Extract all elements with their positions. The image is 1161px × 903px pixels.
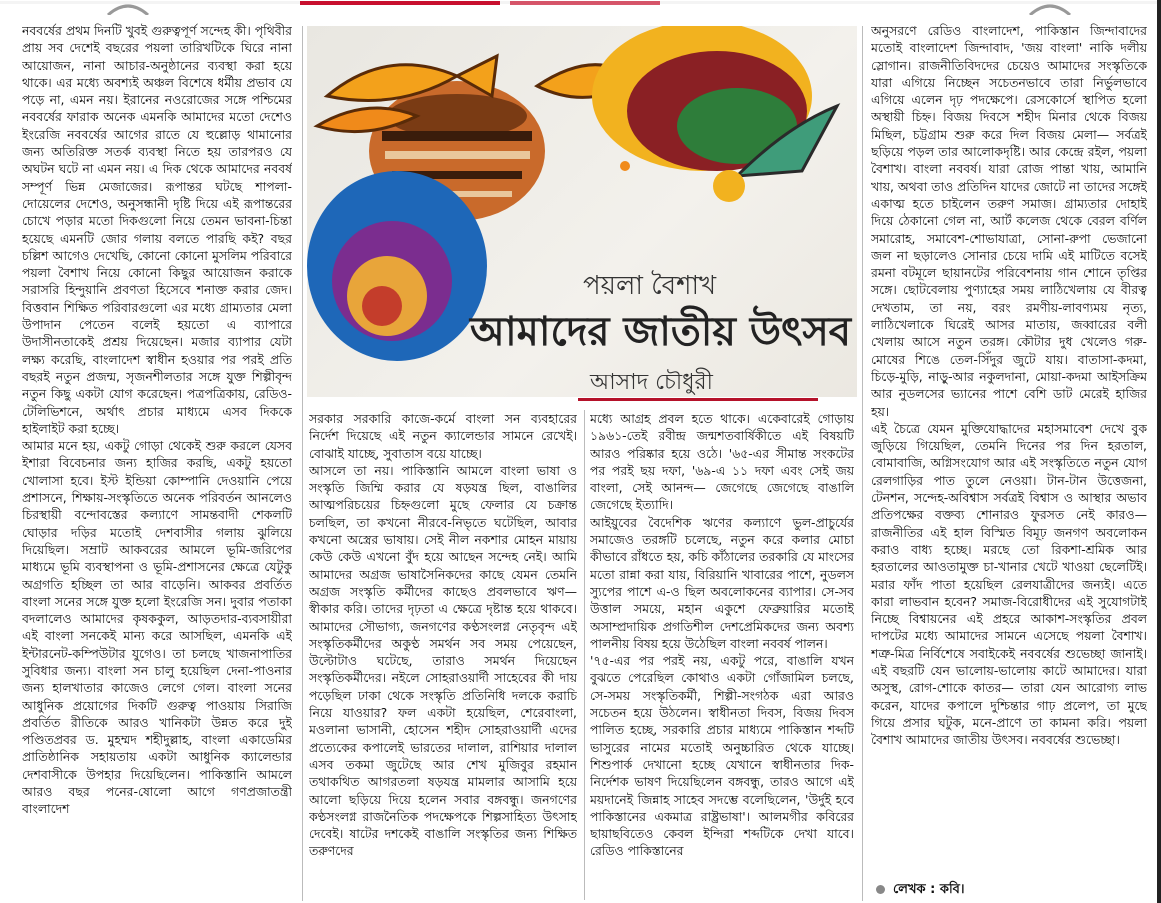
article-column-4 — [871, 22, 1147, 870]
article-column-2 — [309, 410, 577, 900]
byline-underline — [578, 398, 818, 401]
article-kicker: পয়লা বৈশাখ — [583, 271, 717, 301]
page-edge-border — [1157, 0, 1161, 903]
bullet-icon — [876, 885, 885, 894]
paragraph: এই চৈত্রে যেমন মুক্তিযোদ্ধাদের মহাসমাবেশ দেখে বুক জুড়িয়ে গিয়েছিল, তেমনি দিনের পর দিন হরতাল, বোমাবাজি, অগ্নিসংযোগ আর এই সংস্কৃতিতে নতুন যোগ রেলগাড়ির পাত তুলে নেওয়া। টান-টান উত্তেজনা, টেনশন, সন্দেহ-অবিশ্বাস সর্বত্রই বিশ্বাস ও আস্থার অভাব প্রতিপক্ষের বক্তব্য শোনারও ফুরসত নেই কারও— রাজনীতির এই হাল বিস্মিত বিমূঢ় জনগণ অবলোকন করাও বাধ্য হচ্ছে। মরছে তো রিকশা-শ্রমিক আর হরতালের আওতামুক্ত চা-খানার খেটে খাওয়া ছেলেটিই। মরার ফাঁদ পাতা হয়েছিল রেলযাত্রীদের জন্যই। এতে কারা লাভবান হবেন? সমাজ-বিরোধীদের এই সুযোগটাই নিচ্ছে বিশ্বায়নের এই প্রহরে আকাশ-সংস্কৃতির প্রবল দাপটের মধ্যে আমাদের সামনে এসেছে পয়লা বৈশাখ। শত্রু-মিত্র নির্বিশেষে সবাইকেই নববর্ষের শুভেচ্ছা জানাই। এই বছরটি যেন ভালোয়-ভালোয় কাটে আমাদের। যারা অসুস্থ, রোগ-শোকে কাতর— তারা যেন আরোগ্য লাভ করেন, যাদের কপালে দুশ্চিন্তার গাঢ় প্রলেপ, তা মুছে গিয়ে প্রসার ঘটুক, মনে-প্রাণে তা কামনা করি। পয়লা বৈশাখ আমাদের জাতীয় উৎসব। নববর্ষের শুভেচ্ছা। — [871, 420, 1147, 748]
paragraph: মধ্যে আগ্রহ প্রবল হতে থাকে। একেবারেই গোড়ায় ১৯৬১-তেই রবীন্দ্র জন্মশতবার্ষিকীতে এই বিষয়টি আরও পরিষ্কার হয়ে ওঠে। '৬৫-এর সীমান্ত সংকটের পর পরই ছয় দফা, '৬৯-এ ১১ দফা এবং সেই জয় বাংলা, সেই আনন্দ— জেগেছে জেগেছে বাঙালি জেগেছে ইত্যাদি। — [590, 411, 854, 513]
author-note-text: লেখক : কবি। — [893, 882, 965, 897]
column-divider — [302, 26, 303, 901]
paragraph: নববর্ষের প্রথম দিনটি খুবই গুরুত্বপূর্ণ সন্দেহ কী। পৃথিবীর প্রায় সব দেশেই বছরের পয়লা তারিখটিকে ঘিরে নানা আয়োজন, নানা আচার-অনুষ্ঠানের ব্যবস্থা করা হয়ে থাকে। এর মধ্যে অবশ্যই অঞ্চল বিশেষে ধর্মীয় প্রভাব যে পড়ে না, এমন নয়। ইরানের নওরোজের সঙ্গে পশ্চিমের নববর্ষের ফারাক অনেক এমনকি আমাদের মতো দেশেও ইংরেজি নববর্ষের আগের রাতে যে হুল্লোড় থামানোর জন্য অতিরিক্ত সতর্ক ব্যবস্থা নিতে হয় তারপরও যে অঘটন ঘটে না এমন নয়। এ দিক থেকে আমাদের নববর্ষ সম্পূর্ণ ভিন্ন মেজাজের। রূপান্তর ঘটছে শাপলা-দোয়েলের দেশেও, অনুসন্ধানী দৃষ্টি দিয়ে এই রূপান্তরের চোখে পড়ার মতো দিকগুলো নিয়ে তেমন ভাবনা-চিন্তা হয়েছে এমনটি জোর গলায় বলতে পারছি কই? বছর চল্লিশ আগেও দেখেছি, কোনো কোনো মুসলিম পরিবারে পয়লা বৈশাখ নিয়ে কোনো কিছুর আয়োজন করাকে সরাসরি হিন্দুয়ানি প্রবণতা হিসেবে শনাক্ত করার জেদ। বিত্তবান শিক্ষিত পরিবারগুলো এর মধ্যে গ্রাম্যতার মেলা উপাদান পেতেন বলেই হয়তো এ ব্যাপারে উদাসীনতাকেই প্রশ্রয় দিয়েছেন। মজার ব্যাপার যেটা লক্ষ্য করেছি, বাংলাদেশ স্বাধীন হওয়ার পর পরই প্রতি বছরই নতুন প্রজন্ম, সৃজনশীলতার সঙ্গে যুক্ত শিল্পীবৃন্দ নতুন কিছু একটা যোগ করেছেন। পত্রপত্রিকায়, রেডিও-টেলিভিশনে, অর্থাৎ প্রচার মাধ্যমে এসব দিককে হাইলাইট করা হচ্ছে। — [22, 23, 292, 436]
article-title: আমাদের জাতীয় উৎসব — [470, 308, 852, 355]
column-divider — [862, 26, 863, 901]
top-decorative-banner — [0, 0, 1161, 14]
paragraph: আইয়ুবের বৈদেশিক ঋণের কল্যাণে ভুল-প্রাচুর্যের সমাজেও তরঙ্গটি চলেছে, নতুন করে কলার মোচা কীভাবে রাঁধতে হয়, কচি কাঁঠালের তরকারি যে মাংসের মতো রান্না করা যায়, বিরিয়ানি খাবারের পাশে, নুডলস স্যুপের পাশে এ-ও ছিল অবলোকনের ব্যাপার। সে-সব উত্তাল সময়ে, মহান একুশে ফেব্রুয়ারির মতোই অসাম্প্রদায়িক প্রগতিশীল দেশপ্রেমিকদের জন্য অবশ্য পালনীয় বিষয় হয়ে উঠেছিল বাংলা নববর্ষ পালন। — [590, 514, 854, 651]
article-column-3 — [590, 410, 854, 900]
article-author: আসাদ চৌধুরী — [590, 370, 713, 395]
paragraph: '৭৫-এর পর পরই নয়, একটু পরে, বাঙালি যখন বুঝতে পেরেছিল কোথাও একটা গোঁজামিল চলছে, সে-সময় সংস্কৃতিকর্মী, শিল্পী-সংগঠক এরা আরও সচেতন হয়ে উঠলেন। স্বাধীনতা দিবস, বিজয় দিবস পালিত হচ্ছে, সরকারি প্রচার মাধ্যমে পাকিস্তান শব্দটি ভাসুরের নামের মতোই অনুচ্চারিত থেকে যাচ্ছে। শিশুপার্ক দেখানো হচ্ছে যেখানে স্বাধীনতার দিক-নির্দেশক ভাষণ দিয়েছিলেন বঙ্গবন্ধু, তারও আগে এই ময়দানেই জিন্নাহ সাহেব সদম্ভে বলেছিলেন, 'উর্দুই হবে পাকিস্তানের একমাত্র রাষ্ট্রভাষা'। আলমগীর কবিরের ছায়াছবিতেও কেবল ইন্দিরা শব্দটিকে দেখা যাবে। রেডিও পাকিস্তানের — [590, 653, 854, 859]
paragraph: আসলে তা নয়। পাকিস্তানি আমলে বাংলা ভাষা ও সংস্কৃতি জিম্মি করার যে ষড়যন্ত্র ছিল, বাঙালির আত্মপরিচয়ের চিহ্নগুলো মুছে ফেলার যে চক্রান্ত চলছিল, তা কখনো নীরবে-নিভৃতে ঘটেছিল, আবার কখনো অস্ত্রের ভাষায়। সেই নীল নকশার মোহন মায়ায় কেউ কেউ এখনো বুঁদ হয়ে আছেন সন্দেহ নেই। আমি আমাদের অগ্রজ ভাষাসৈনিকদের কাছে যেমন তেমনি অগ্রজ সংস্কৃতি কর্মীদের কাছেও প্রবলভাবে ঋণ— স্বীকার করি। তাদের দৃঢ়তা এ ক্ষেত্রে দৃষ্টান্ত হয়ে থাকবে। আমাদের সৌভাগ্য, জনগণের কণ্ঠসংলগ্ন নেতৃবৃন্দ এই সংস্কৃতিকর্মীদের অকুণ্ঠ সমর্থন সব সময় পেয়েছেন, উল্টোটাও ঘটেছে, তারাও সমর্থন দিয়েছেন সংস্কৃতিকর্মীদের। নইলে সোহরাওয়ার্দী সাহেবের কী দায় পড়েছিল ঢাকা থেকে সংস্কৃতি প্রতিনিধি দলকে করাচি নিয়ে যাওয়ার? ফল একটা হয়েছিল, শেরেবাংলা, মওলানা ভাসানী, হোসেন শহীদ সোহরাওয়ার্দী এদের প্রত্যেকের কপালেই ভারতের দালাল, রাশিয়ার দালাল এসব তকমা জুটেছে আর শেখ মুজিবুর রহমান তথাকথিত আগরতলা ষড়যন্ত্র মামলার আসামি হয়ে আলো ছড়িয়ে দিয়ে হলেন সবার বঙ্গবন্ধু। জনগণের কণ্ঠসংলগ্ন রাজনৈতিক পদক্ষেপকে শিল্পসাহিত্য উৎসাহ দেবেই। ষাটের দশকেই বাঙালি সংস্কৃতির জন্য শিক্ষিত তরুণদের — [309, 462, 577, 859]
column-divider — [584, 410, 585, 900]
author-note — [876, 880, 965, 901]
paragraph: অনুসরণে রেডিও বাংলাদেশ, পাকিস্তান জিন্দাবাদের মতোই বাংলাদেশ জিন্দাবাদ, 'জয় বাংলা' নাকি দলীয় স্লোগান। রাজনীতিবিদদের চেয়েও আমাদের সংস্কৃতিকে যারা এগিয়ে নিচ্ছেন সচেতনভাবে তারা নির্ভুলভাবে এগিয়ে এলেন দৃঢ় পদক্ষেপে। রেসকোর্সে স্থাপিত হলো অস্থায়ী চিহ্ন। বিজয় দিবসে শহীদ মিনার থেকে বিজয় মিছিল, চট্টগ্রাম শুরু করে দিল বিজয় মেলা— সর্বত্রই ছড়িয়ে পড়ল তার আলোকদৃষ্টি। আর কেন্দ্রে রইল, পয়লা বৈশাখ। বাংলা নববর্ষ। যারা রোজ পান্তা খায়, আমানি খায়, অথবা তাও প্রতিদিন যাদের জোটে না তাদের সঙ্গেই একাত্ম হতে চাইলেন তরুণ সমাজ। গ্রাম্যতার দোহাই দিয়ে ঠেকানো গেল না, আর্ট কলেজ থেকে বেরল বর্ণিল সমারোহ, সমাবেশ-শোভাযাত্রা, সোনা-রুপা ভেজানো জল না ছড়ালেও সোনার চেয়ে দামি এই মাটিতে বসেই রমনা বটমূলে ছায়ানটের পরিবেশনায় গান শোনে তৃপ্তির সঙ্গে। ছোটবেলায় পুণ্যাহের সময় লাঠিখেলায় যে বীরত্ব দেখতাম, তা নয়, বরং রমণীয়-লাবণ্যময় নৃত্য, লাঠিখেলাকে ঘিরেই আসর মাতায়, জব্বারের বলী খেলায় আসে নতুন তরঙ্গ। কৌটার দুধ খেলেও গরু-মোষের শিঙে তেল-সিঁদুর জুটে যায়। বাতাসা-কদমা, চিড়ে-মুড়ি, নাড়ু-আর নকুলদানা, মোয়া-কদমা আইসক্রিম আর নুডলসের ভ্যানের পাশে বেশি ডাট মেরেই হাজির হয়। — [871, 23, 1147, 419]
paragraph: আমার মনে হয়, একটু গোড়া থেকেই শুরু করলে যেসব ইশারা বিবেচনার জন্য হাজির করছি, একটু হয়তো খোলাসা হবে। ইস্ট ইন্ডিয়া কোম্পানি দেওয়ানি পেয়ে প্রশাসনে, শিক্ষায়-সংস্কৃতিতে অনেক পরিবর্তন আনলেও চিরস্থায়ী বন্দোবস্তের কল্যাণে সামন্তবাদী শেকলটি ঘোড়ার দড়ির মতোই দেশবাসীর গলায় ঝুলিয়ে দিয়েছিল। সম্রাট আকবরের আমলে ভূমি-জরিপের মাধ্যমে ভূমি ব্যবস্থাপনা ও ভূমি-প্রশাসনের ক্ষেত্রে যেটুকু অগ্রগতি হচ্ছিল তা আর বাড়েনি। আকবর প্রবর্তিত বাংলা সনের সঙ্গে যুক্ত হলো ইংরেজি সন। দুবার পতাকা বদলালেও আমাদের কৃষককুল, আড়তদার-ব্যবসায়ীরা এই বাংলা সনকেই মান্য করে আসছিল, এমনকি এই ইন্টারনেট-কম্পিউটার যুগেও। তা চলছে খাজনাপাতির সুবিধার জন্য। বাংলা সন চালু হয়েছিল দেনা-পাওনার জন্য হালখাতার কাজেও লেগে গেল। বাংলা সনের আধুনিক প্রয়োগের দিকটি গুরুত্ব পাওয়ায় সিরাজি প্রবর্তিত রীতিকে আরও খানিকটা উন্নত করে দুই পণ্ডিতপ্রবর ড. মুহম্মদ শহীদুল্লাহ, বাংলা একাডেমির প্রাতিষ্ঠানিক সহায়তায় একটা আধুনিক ক্যালেন্ডার দেশবাসীকে উপহার দিয়েছিলেন। পাকিস্তানি আমলে আরও বছর পনের-ষোলো আগে গণপ্রজাতন্ত্রী বাংলাদেশ — [22, 438, 292, 817]
paragraph: সরকার সরকারি কাজে-কর্মে বাংলা সন ব্যবহারের নির্দেশ দিয়েছে এই নতুন ক্যালেন্ডার সামনে রেখেই। বোঝাই যাচ্ছে, সুবাতাস বয়ে যাচ্ছে। — [309, 411, 577, 461]
article-column-1 — [22, 22, 292, 900]
